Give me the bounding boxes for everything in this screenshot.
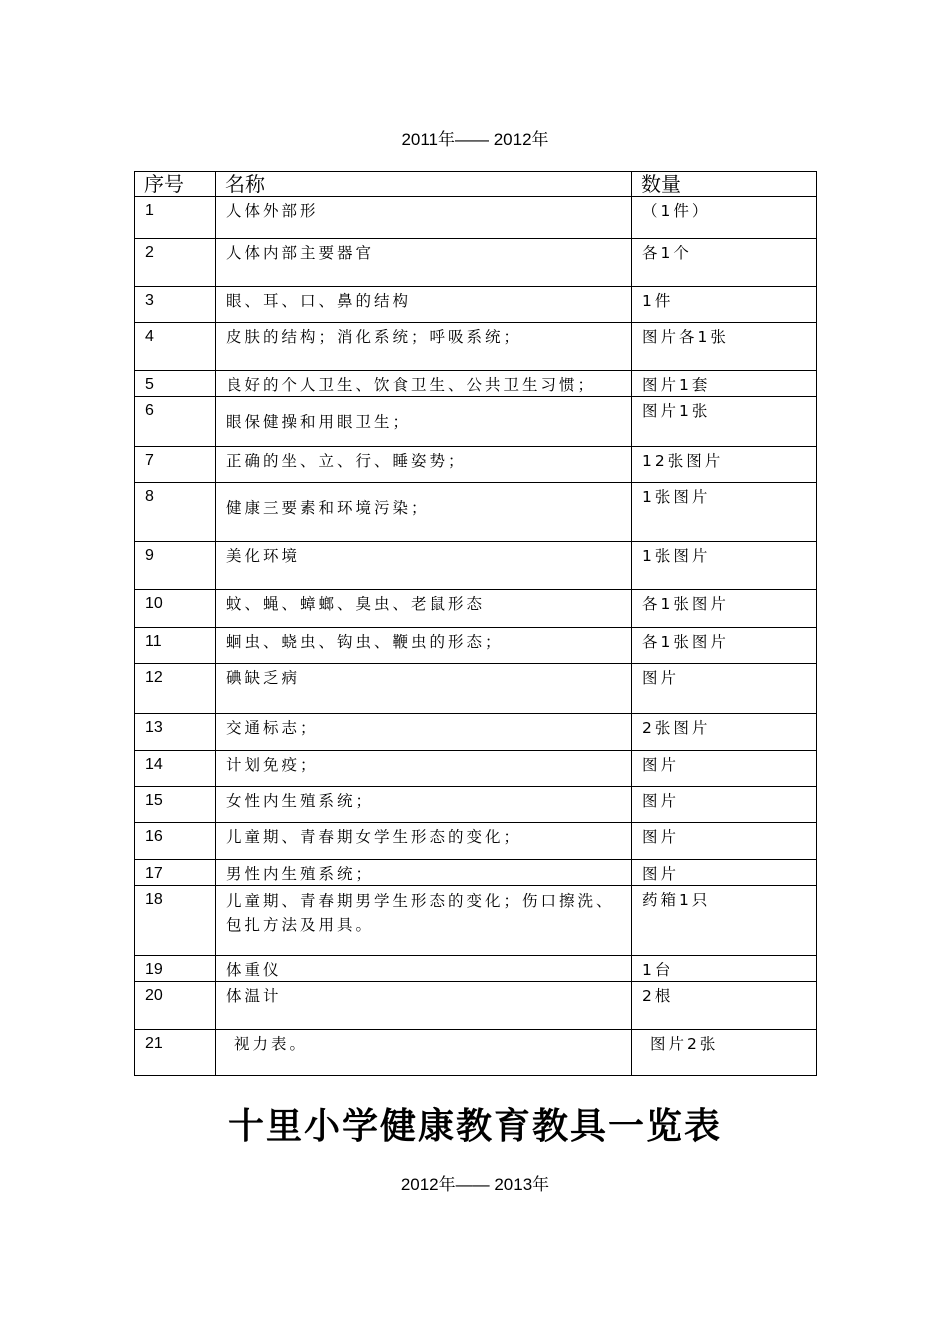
row-quantity: 1台: [632, 956, 817, 982]
table-row: [135, 823, 817, 860]
table-row: [135, 239, 817, 287]
row-name: 良好的个人卫生、饮食卫生、公共卫生习惯；: [216, 371, 632, 397]
table-row: [135, 483, 817, 542]
row-quantity: 图片1张: [632, 397, 817, 447]
table-row: [135, 323, 817, 371]
row-index: 12: [135, 664, 216, 714]
row-quantity: 图片: [632, 823, 817, 860]
row-index: 9: [135, 542, 216, 590]
row-index: 6: [135, 397, 216, 447]
header-index: 序号: [135, 172, 216, 197]
row-quantity: 图片: [632, 664, 817, 714]
row-name: 正确的坐、立、行、睡姿势；: [216, 447, 632, 483]
table-row: [135, 628, 817, 664]
row-index: 17: [135, 860, 216, 886]
row-name: 计划免疫；: [216, 751, 632, 787]
table-row: [135, 447, 817, 483]
row-quantity: 图片各1张: [632, 323, 817, 371]
header-quantity: 数量: [632, 172, 817, 197]
table-row: [135, 1030, 817, 1076]
row-name: 碘缺乏病: [216, 664, 632, 714]
row-index: 8: [135, 483, 216, 542]
row-index: 18: [135, 886, 216, 956]
table-row: [135, 542, 817, 590]
row-quantity: 1张图片: [632, 483, 817, 542]
row-name: 男性内生殖系统；: [216, 860, 632, 886]
row-name: 体温计: [216, 982, 632, 1030]
row-index: 10: [135, 590, 216, 628]
row-name: 体重仪: [216, 956, 632, 982]
row-quantity: 图片2张: [632, 1030, 817, 1076]
row-name: 交通标志；: [216, 714, 632, 751]
row-name: 人体内部主要器官: [216, 239, 632, 287]
row-quantity: 图片1套: [632, 371, 817, 397]
row-index: 20: [135, 982, 216, 1030]
row-index: 16: [135, 823, 216, 860]
page-title: 十里小学健康教育教具一览表: [227, 1105, 722, 1147]
row-quantity: 图片: [632, 860, 817, 886]
row-index: 3: [135, 287, 216, 323]
row-name: 皮肤的结构；消化系统；呼吸系统；: [216, 323, 632, 371]
row-index: 1: [135, 197, 216, 239]
row-name: 女性内生殖系统；: [216, 787, 632, 823]
row-index: 13: [135, 714, 216, 751]
row-quantity: 药箱1只: [632, 886, 817, 956]
row-name: 健康三要素和环境污染；: [216, 483, 632, 542]
table-row: [135, 371, 817, 397]
row-quantity: 图片: [632, 787, 817, 823]
table-header-row: [135, 172, 817, 197]
table-row: [135, 590, 817, 628]
row-index: 21: [135, 1030, 216, 1076]
table-row: [135, 197, 817, 239]
table-row: [135, 860, 817, 886]
row-index: 19: [135, 956, 216, 982]
row-name: 儿童期、青春期女学生形态的变化；: [216, 823, 632, 860]
row-quantity: 各1个: [632, 239, 817, 287]
row-index: 2: [135, 239, 216, 287]
table-row: [135, 886, 817, 956]
row-quantity: 图片: [632, 751, 817, 787]
row-quantity: 各1张图片: [632, 590, 817, 628]
row-quantity: 1张图片: [632, 542, 817, 590]
row-name: 美化环境: [216, 542, 632, 590]
row-quantity: （1件）: [632, 197, 817, 239]
row-quantity: 各1张图片: [632, 628, 817, 664]
row-index: 7: [135, 447, 216, 483]
row-index: 5: [135, 371, 216, 397]
row-name: 视力表。: [216, 1030, 632, 1076]
row-quantity: 2张图片: [632, 714, 817, 751]
row-name: 蛔虫、蛲虫、钩虫、鞭虫的形态；: [216, 628, 632, 664]
table-row: [135, 956, 817, 982]
row-name: 儿童期、青春期男学生形态的变化；伤口擦洗、包扎方法及用具。: [216, 886, 632, 956]
table-row: [135, 397, 817, 447]
row-index: 4: [135, 323, 216, 371]
row-index: 14: [135, 751, 216, 787]
row-quantity: 12张图片: [632, 447, 817, 483]
row-name: 眼保健操和用眼卫生；: [216, 397, 632, 447]
row-name: 人体外部形: [216, 197, 632, 239]
table-row: [135, 287, 817, 323]
table-row: [135, 714, 817, 751]
row-name: 眼、耳、口、鼻的结构: [216, 287, 632, 323]
year-range-top: 2011年—— 2012年: [401, 130, 549, 149]
row-quantity: 2根: [632, 982, 817, 1030]
row-index: 11: [135, 628, 216, 664]
year-range-bottom: 2012年—— 2013年: [400, 1175, 550, 1194]
row-quantity: 1件: [632, 287, 817, 323]
row-name: 蚊、蝇、蟑螂、臭虫、老鼠形态: [216, 590, 632, 628]
table-row: [135, 982, 817, 1030]
teaching-aids-table: [134, 171, 817, 1076]
table-row: [135, 751, 817, 787]
row-index: 15: [135, 787, 216, 823]
table-row: [135, 664, 817, 714]
header-name: 名称: [216, 172, 632, 197]
table-row: [135, 787, 817, 823]
